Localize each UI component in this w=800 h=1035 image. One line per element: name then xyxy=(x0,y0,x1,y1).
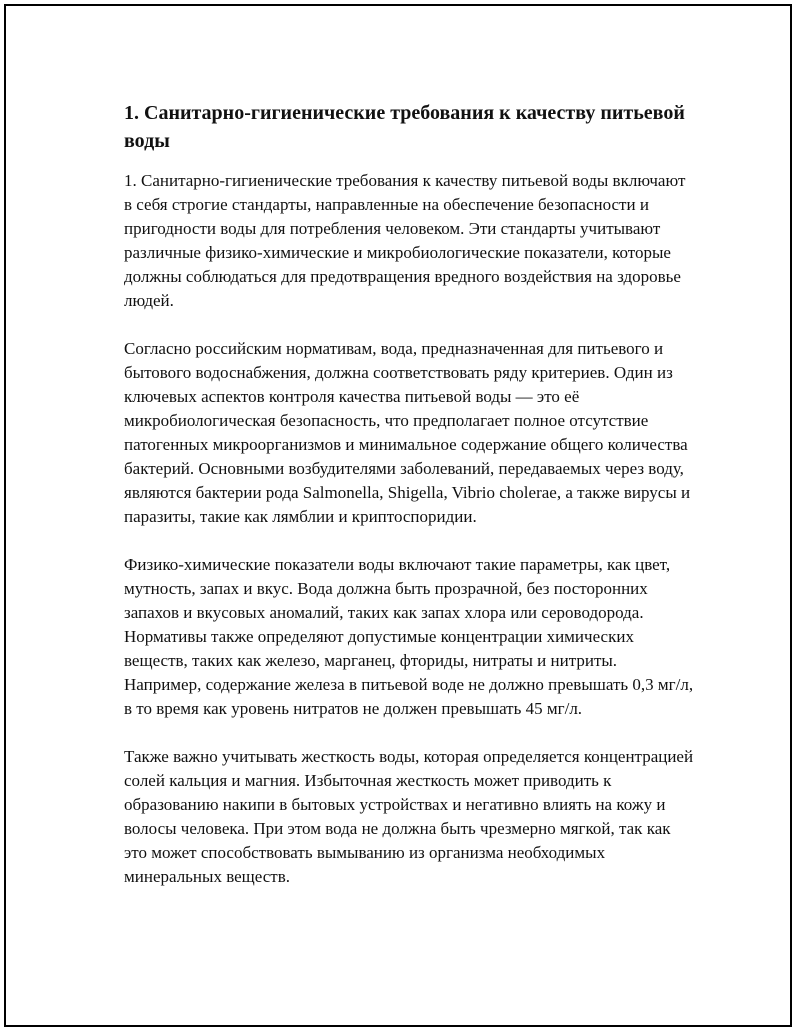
paragraph-3: Физико-химические показатели воды включают такие параметры, как цвет, мутность, запах и вкус. Вода должна быть прозрачной, без посторонних запахов и вкусовых аномалий, таких как запах хлора или сероводорода. Нормативы также определяют допустимые концентрации химических веществ, таких как железо, марганец, фториды, нитраты и нитриты. Например, содержание железа в питьевой воде не должно превышать 0,3 мг/л, в то время как уровень нитратов не должен превышать 45 мг/л. xyxy=(124,555,694,718)
page-frame xyxy=(4,4,792,1027)
paragraph-2: Согласно российским нормативам, вода, предназначенная для питьевого и бытового водоснабжения, должна соответствовать ряду критериев. Один из ключевых аспектов контроля качества питьевой воды — это её микробиологическая безопасность, что предполагает полное отсутствие патогенных микроорганизмов и минимальное содержание общего количества бактерий. Основными возбудителями заболеваний, передаваемых через воду, являются бактерии рода Salmonella, Shigella, Vibrio cholerae, а также вирусы и паразиты, такие как лямблии и криптоспоридии. xyxy=(124,339,691,526)
paragraph-4: Также важно учитывать жесткость воды, которая определяется концентрацией солей кальция и магния. Избыточная жесткость может приводить к образованию накипи в бытовых устройствах и негативно влиять на кожу и волосы человека. При этом вода не должна быть чрезмерно мягкой, так как это может способствовать вымыванию из организма необходимых минеральных веществ. xyxy=(124,747,694,886)
document-title: 1. Санитарно-гигиенические требования к качеству питьевой воды xyxy=(124,102,685,152)
paragraph-1: 1. Санитарно-гигиенические требования к качеству питьевой воды включают в себя строгие стандарты, направленные на обеспечение безопасности и пригодности воды для потребления человеком. Эти стандарты учитывают различные физико-химические и микробиологические показатели, которые должны соблюдаться для предотвращения вредного воздействия на здоровье людей. xyxy=(124,171,686,310)
document-body xyxy=(124,99,696,913)
